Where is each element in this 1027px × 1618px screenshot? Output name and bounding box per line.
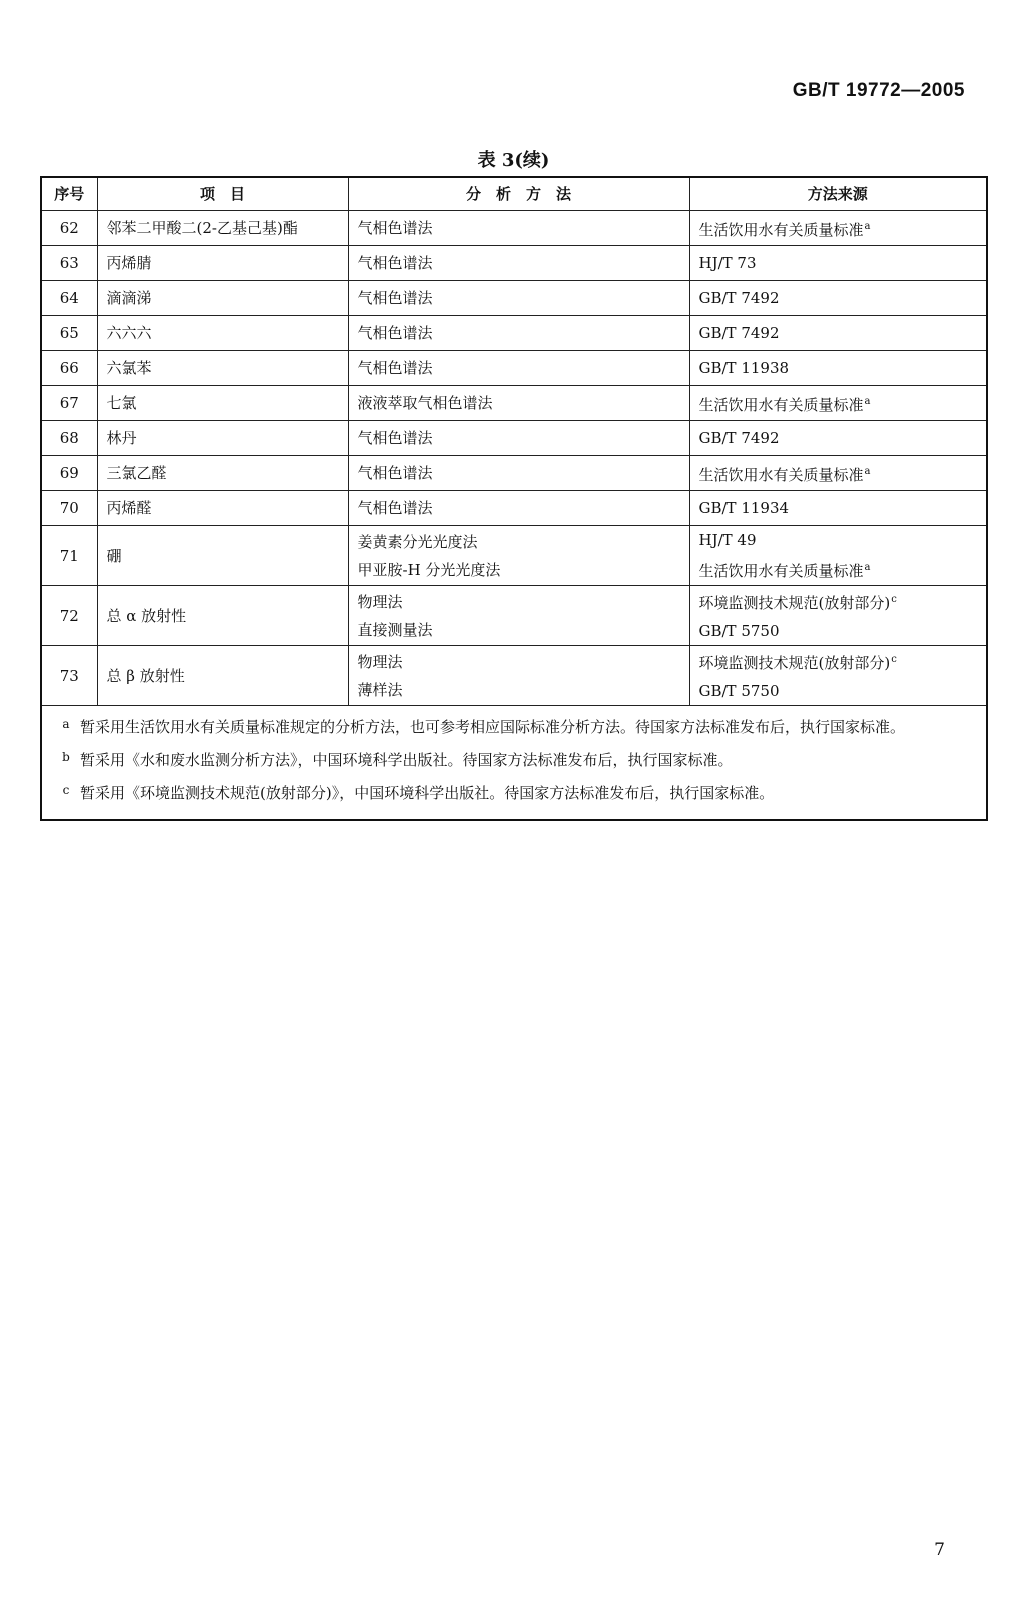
source-text: 环境监测技术规范(放射部分) (698, 594, 891, 612)
footnote (52, 780, 976, 807)
method-line: 气相色谱法 (357, 254, 433, 272)
row-methods (348, 491, 689, 526)
footnote-text: 暂采用生活饮用水有关质量标准规定的分析方法，也可参考相应国际标准分析方法。待国家方法标准发布后，执行国家标准。 (80, 718, 906, 736)
source-text: 生活饮用水有关质量标准 (698, 220, 864, 239)
source-text: GB/T 5750 (698, 622, 780, 640)
method-line: 气相色谱法 (357, 324, 433, 342)
footnote-mark: b (62, 750, 70, 764)
row-item: 邻苯二甲酸二(2-乙基己基)酯 (97, 211, 348, 246)
row-number: 69 (41, 456, 97, 491)
row-item: 总 β 放射性 (97, 646, 348, 706)
page-number: 7 (934, 1540, 945, 1560)
footnote (52, 714, 976, 741)
row-sources (689, 646, 987, 706)
method-line: 薄样法 (357, 680, 403, 699)
source-text: GB/T 7492 (698, 289, 780, 307)
row-number: 64 (41, 281, 97, 316)
method-line: 气相色谱法 (357, 499, 433, 517)
row-sources (689, 246, 987, 281)
source-text: HJ/T 73 (698, 254, 757, 272)
source-line (699, 554, 978, 585)
table-row (41, 386, 987, 421)
row-item: 三氯乙醛 (97, 456, 348, 491)
source-line (699, 526, 978, 554)
row-number: 68 (41, 421, 97, 456)
table-row (41, 646, 987, 706)
row-item: 六氯苯 (97, 351, 348, 386)
source-line (699, 458, 978, 489)
row-sources (689, 351, 987, 386)
source-text: GB/T 5750 (698, 682, 780, 700)
row-sources (689, 316, 987, 351)
row-number: 66 (41, 351, 97, 386)
table-row (41, 586, 987, 646)
source-text: 环境监测技术规范(放射部分) (698, 654, 891, 672)
source-line (699, 319, 978, 347)
footnote-mark: c (62, 783, 70, 797)
method-line: 气相色谱法 (357, 289, 433, 307)
notes-row (41, 706, 987, 821)
row-methods (348, 386, 689, 421)
row-number: 62 (41, 211, 97, 246)
row-methods (348, 211, 689, 246)
row-methods (348, 351, 689, 386)
table-row (41, 316, 987, 351)
table-title: 表 3(续) (477, 150, 550, 171)
source-line (699, 249, 978, 277)
row-sources (689, 526, 987, 586)
source-text: HJ/T 49 (698, 531, 757, 549)
row-methods (348, 526, 689, 586)
row-item: 硼 (97, 526, 348, 586)
row-methods (348, 646, 689, 706)
source-line (699, 617, 978, 645)
footnote-marker: a (864, 395, 871, 407)
source-line (699, 388, 978, 419)
row-number: 65 (41, 316, 97, 351)
table-row (41, 491, 987, 526)
col-header-source: 方法来源 (689, 177, 987, 211)
row-item: 滴滴涕 (97, 281, 348, 316)
table-body (41, 211, 987, 706)
footnote-marker: a (864, 465, 871, 477)
row-number: 71 (41, 526, 97, 586)
row-item: 六六六 (97, 316, 348, 351)
source-line (699, 284, 978, 312)
footnote-mark: a (62, 717, 70, 731)
table-row (41, 246, 987, 281)
col-header-no: 序号 (41, 177, 97, 211)
method-line: 甲亚胺-H 分光光度法 (357, 560, 501, 579)
footnote (52, 747, 976, 774)
source-line (699, 677, 978, 705)
row-sources (689, 386, 987, 421)
method-line: 液液萃取气相色谱法 (357, 394, 493, 412)
footnote-text: 暂采用《环境监测技术规范(放射部分)》，中国环境科学出版社。待国家方法标准发布后，执行国家标准。 (80, 784, 775, 802)
col-header-item: 项 目 (97, 177, 348, 211)
table-notes (41, 706, 987, 821)
table-header-row (41, 177, 987, 211)
source-line (699, 646, 978, 677)
source-line (699, 424, 978, 452)
table-row (41, 456, 987, 491)
row-number: 63 (41, 246, 97, 281)
row-methods (348, 316, 689, 351)
source-text: 生活饮用水有关质量标准 (698, 395, 864, 414)
source-text: GB/T 7492 (698, 429, 780, 447)
row-number: 73 (41, 646, 97, 706)
row-number: 70 (41, 491, 97, 526)
row-number: 67 (41, 386, 97, 421)
source-text: GB/T 11938 (698, 359, 790, 377)
method-line: 气相色谱法 (357, 219, 433, 237)
row-methods (348, 281, 689, 316)
method-table (40, 176, 988, 821)
row-sources (689, 586, 987, 646)
footnote-text: 暂采用《水和废水监测分析方法》，中国环境科学出版社。待国家方法标准发布后，执行国家标准。 (80, 751, 733, 769)
standard-code: GB/T 19772—2005 (792, 80, 965, 101)
source-text: 生活饮用水有关质量标准 (698, 562, 864, 580)
row-methods (348, 246, 689, 281)
row-sources (689, 211, 987, 246)
footnote-marker: a (864, 220, 871, 232)
row-item: 丙烯腈 (97, 246, 348, 281)
table-row (41, 281, 987, 316)
row-sources (689, 421, 987, 456)
source-text: GB/T 11934 (698, 499, 790, 517)
row-number: 72 (41, 586, 97, 646)
row-methods (348, 456, 689, 491)
table-row (41, 211, 987, 246)
method-line: 直接测量法 (357, 620, 433, 639)
col-header-method: 分 析 方 法 (348, 177, 689, 211)
table-row (41, 526, 987, 586)
row-sources (689, 281, 987, 316)
row-item: 总 α 放射性 (97, 586, 348, 646)
method-line: 物理法 (357, 652, 403, 671)
source-line (699, 494, 978, 522)
row-sources (689, 491, 987, 526)
method-line: 气相色谱法 (357, 429, 433, 447)
source-line (699, 213, 978, 244)
method-line: 姜黄素分光光度法 (357, 532, 478, 551)
row-item: 丙烯醛 (97, 491, 348, 526)
footnote-marker: c (891, 654, 897, 665)
footnote-marker: c (891, 594, 897, 605)
method-line: 物理法 (357, 592, 403, 611)
table-row (41, 421, 987, 456)
row-item: 林丹 (97, 421, 348, 456)
row-sources (689, 456, 987, 491)
method-line: 气相色谱法 (357, 464, 433, 482)
row-item: 七氯 (97, 386, 348, 421)
source-line (699, 354, 978, 382)
row-methods (348, 421, 689, 456)
footnote-marker: a (864, 562, 871, 573)
source-text: GB/T 7492 (698, 324, 780, 342)
source-line (699, 586, 978, 617)
method-line: 气相色谱法 (357, 359, 433, 377)
source-text: 生活饮用水有关质量标准 (698, 465, 864, 484)
row-methods (348, 586, 689, 646)
table-row (41, 351, 987, 386)
